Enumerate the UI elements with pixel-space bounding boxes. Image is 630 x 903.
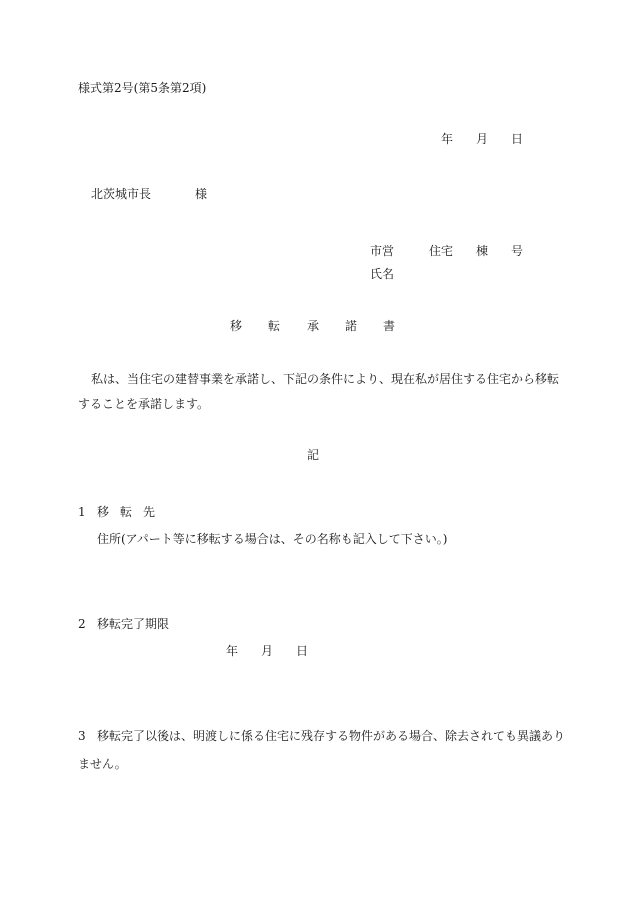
item-1-heading-char: 転: [120, 505, 133, 519]
title-char: 移: [230, 319, 243, 333]
addressee-name: 北茨城市長: [91, 187, 152, 201]
form-number: 様式第2号(第5条第2項): [78, 81, 207, 95]
applicant-housing: 住宅: [429, 244, 454, 258]
item-3-line-2: ません。: [78, 757, 127, 771]
item-2-day: 日: [296, 644, 309, 658]
item-2-month: 月: [261, 644, 274, 658]
item-1-detail: 住所(アパート等に移転する場合は、その名称も記入して下さい。): [97, 532, 448, 546]
date-top-month: 月: [476, 132, 489, 146]
title-char: 転: [268, 319, 281, 333]
item-1-number: 1: [78, 505, 86, 519]
item-3-number: 3: [78, 729, 86, 743]
title-char: 承: [307, 319, 320, 333]
date-top-day: 日: [511, 132, 524, 146]
date-top-year: 年: [441, 132, 454, 146]
body-line-1: 私は、当住宅の建替事業を承諾し、下記の条件により、現在私が居住する住宅から移転: [91, 372, 560, 386]
item-3-line-1: 移転完了以後は、明渡しに係る住宅に残存する物件がある場合、除去されても異議あり: [97, 729, 566, 743]
title-char: 書: [383, 319, 396, 333]
applicant-number: 号: [511, 244, 524, 258]
body-line-2: することを承諾します。: [78, 397, 210, 411]
ki-marker: 記: [307, 448, 320, 462]
item-2-number: 2: [78, 617, 86, 631]
item-1-heading-char: 移: [97, 505, 110, 519]
title-char: 諾: [345, 319, 358, 333]
applicant-city-housing: 市営: [370, 244, 395, 258]
addressee-honorific: 様: [195, 187, 208, 201]
item-1-heading-char: 先: [143, 505, 156, 519]
applicant-name-label: 氏名: [370, 267, 395, 281]
item-2-year: 年: [226, 644, 239, 658]
applicant-building: 棟: [476, 244, 489, 258]
item-2-heading: 移転完了期限: [97, 617, 170, 631]
